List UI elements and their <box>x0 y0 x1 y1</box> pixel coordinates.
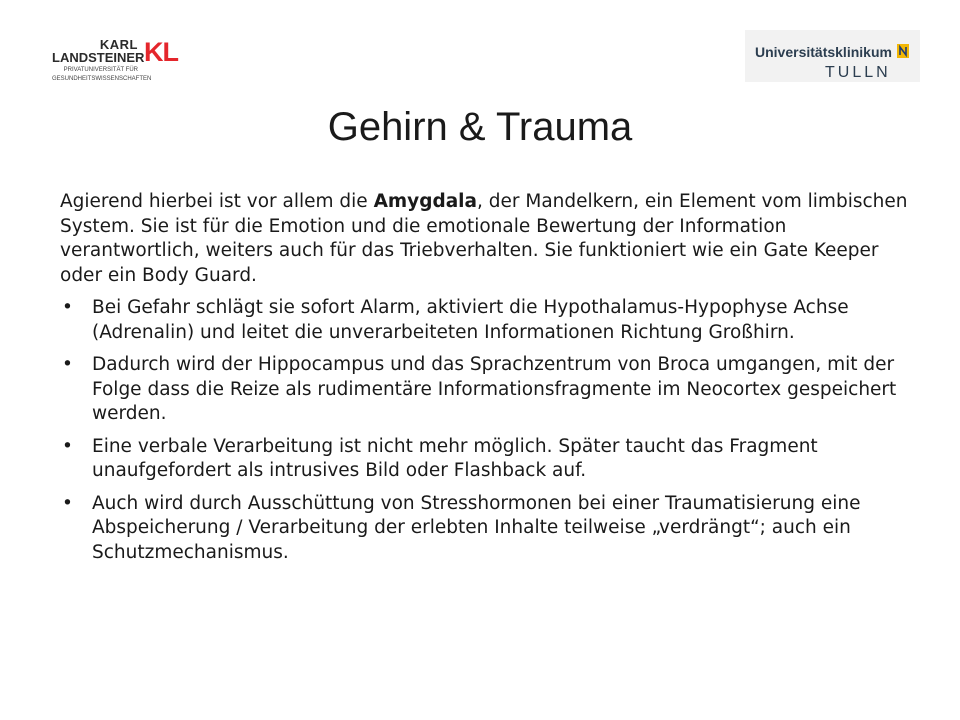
bullet-item <box>60 435 920 484</box>
bullet-item <box>60 353 920 427</box>
logo-line-landsteiner: LANDSTEINER <box>52 50 145 65</box>
logo-line-tulln: TULLN <box>825 64 891 81</box>
bullet-text: Auch wird durch Ausschüttung von Stresshormonen bei einer Traumatisierung eine Abspeicherung / Verarbeitung der erlebten Inhalte teilweise „verdrängt“; auch ein Schutzmechanismus. <box>92 492 861 563</box>
karl-landsteiner-logo <box>52 36 192 84</box>
slide-title: Gehirn & Trauma <box>327 105 633 149</box>
logo-line-privatuniversitaet: PRIVATUNIVERSITÄT FÜR <box>63 67 138 73</box>
bullet-item <box>60 492 920 566</box>
noe-badge-icon <box>897 44 909 58</box>
bullet-dot-icon: • <box>62 297 73 318</box>
logo-line-karl: KARL <box>99 37 138 52</box>
bullet-text: Bei Gefahr schlägt sie sofort Alarm, aktiviert die Hypothalamus-Hypophyse Achse (Adrenalin) und leitet die unverarbeiteten Informationen Richtung Großhirn. <box>92 297 849 343</box>
slide-body <box>60 190 920 573</box>
bullet-text: Dadurch wird der Hippocampus und das Sprachzentrum von Broca umgangen, mit der Folge dass die Reize als rudimentäre Informationsfragmente im Neocortex gespeichert werden. <box>92 354 897 424</box>
intro-bold-term: Amygdala <box>373 191 478 212</box>
bullet-item <box>60 296 920 345</box>
bullet-dot-icon: • <box>62 354 73 375</box>
bullet-text: Eine verbale Verarbeitung ist nicht mehr möglich. Später taucht das Fragment unaufgefordert als intrusives Bild oder Flashback auf. <box>92 435 818 481</box>
bullet-dot-icon: • <box>62 492 73 514</box>
karl-landsteiner-wordmark <box>52 37 152 83</box>
bullet-dot-icon: • <box>62 435 73 457</box>
bullet-list <box>60 296 920 565</box>
logo-line-universitaetsklinikum: Universitätsklinikum <box>755 44 892 60</box>
universitaetsklinikum-tulln-logo <box>745 30 920 82</box>
intro-text-end: , der Mandelkern, ein Element vom limbischen System. Sie ist für die Emotion und die emotionale Bewertung der Information verantwortlich, weiters auch für das Triebverhalten. Sie funktioniert wie ein Gate Keeper oder ein Body Guard. <box>60 191 908 286</box>
kl-logo-mark: KL <box>144 37 178 67</box>
intro-paragraph <box>60 190 920 288</box>
logo-line-gesundheitswissenschaften: GESUNDHEITSWISSENSCHAFTEN <box>52 76 152 82</box>
intro-text-start: Agierend hierbei ist vor allem die <box>60 191 374 212</box>
